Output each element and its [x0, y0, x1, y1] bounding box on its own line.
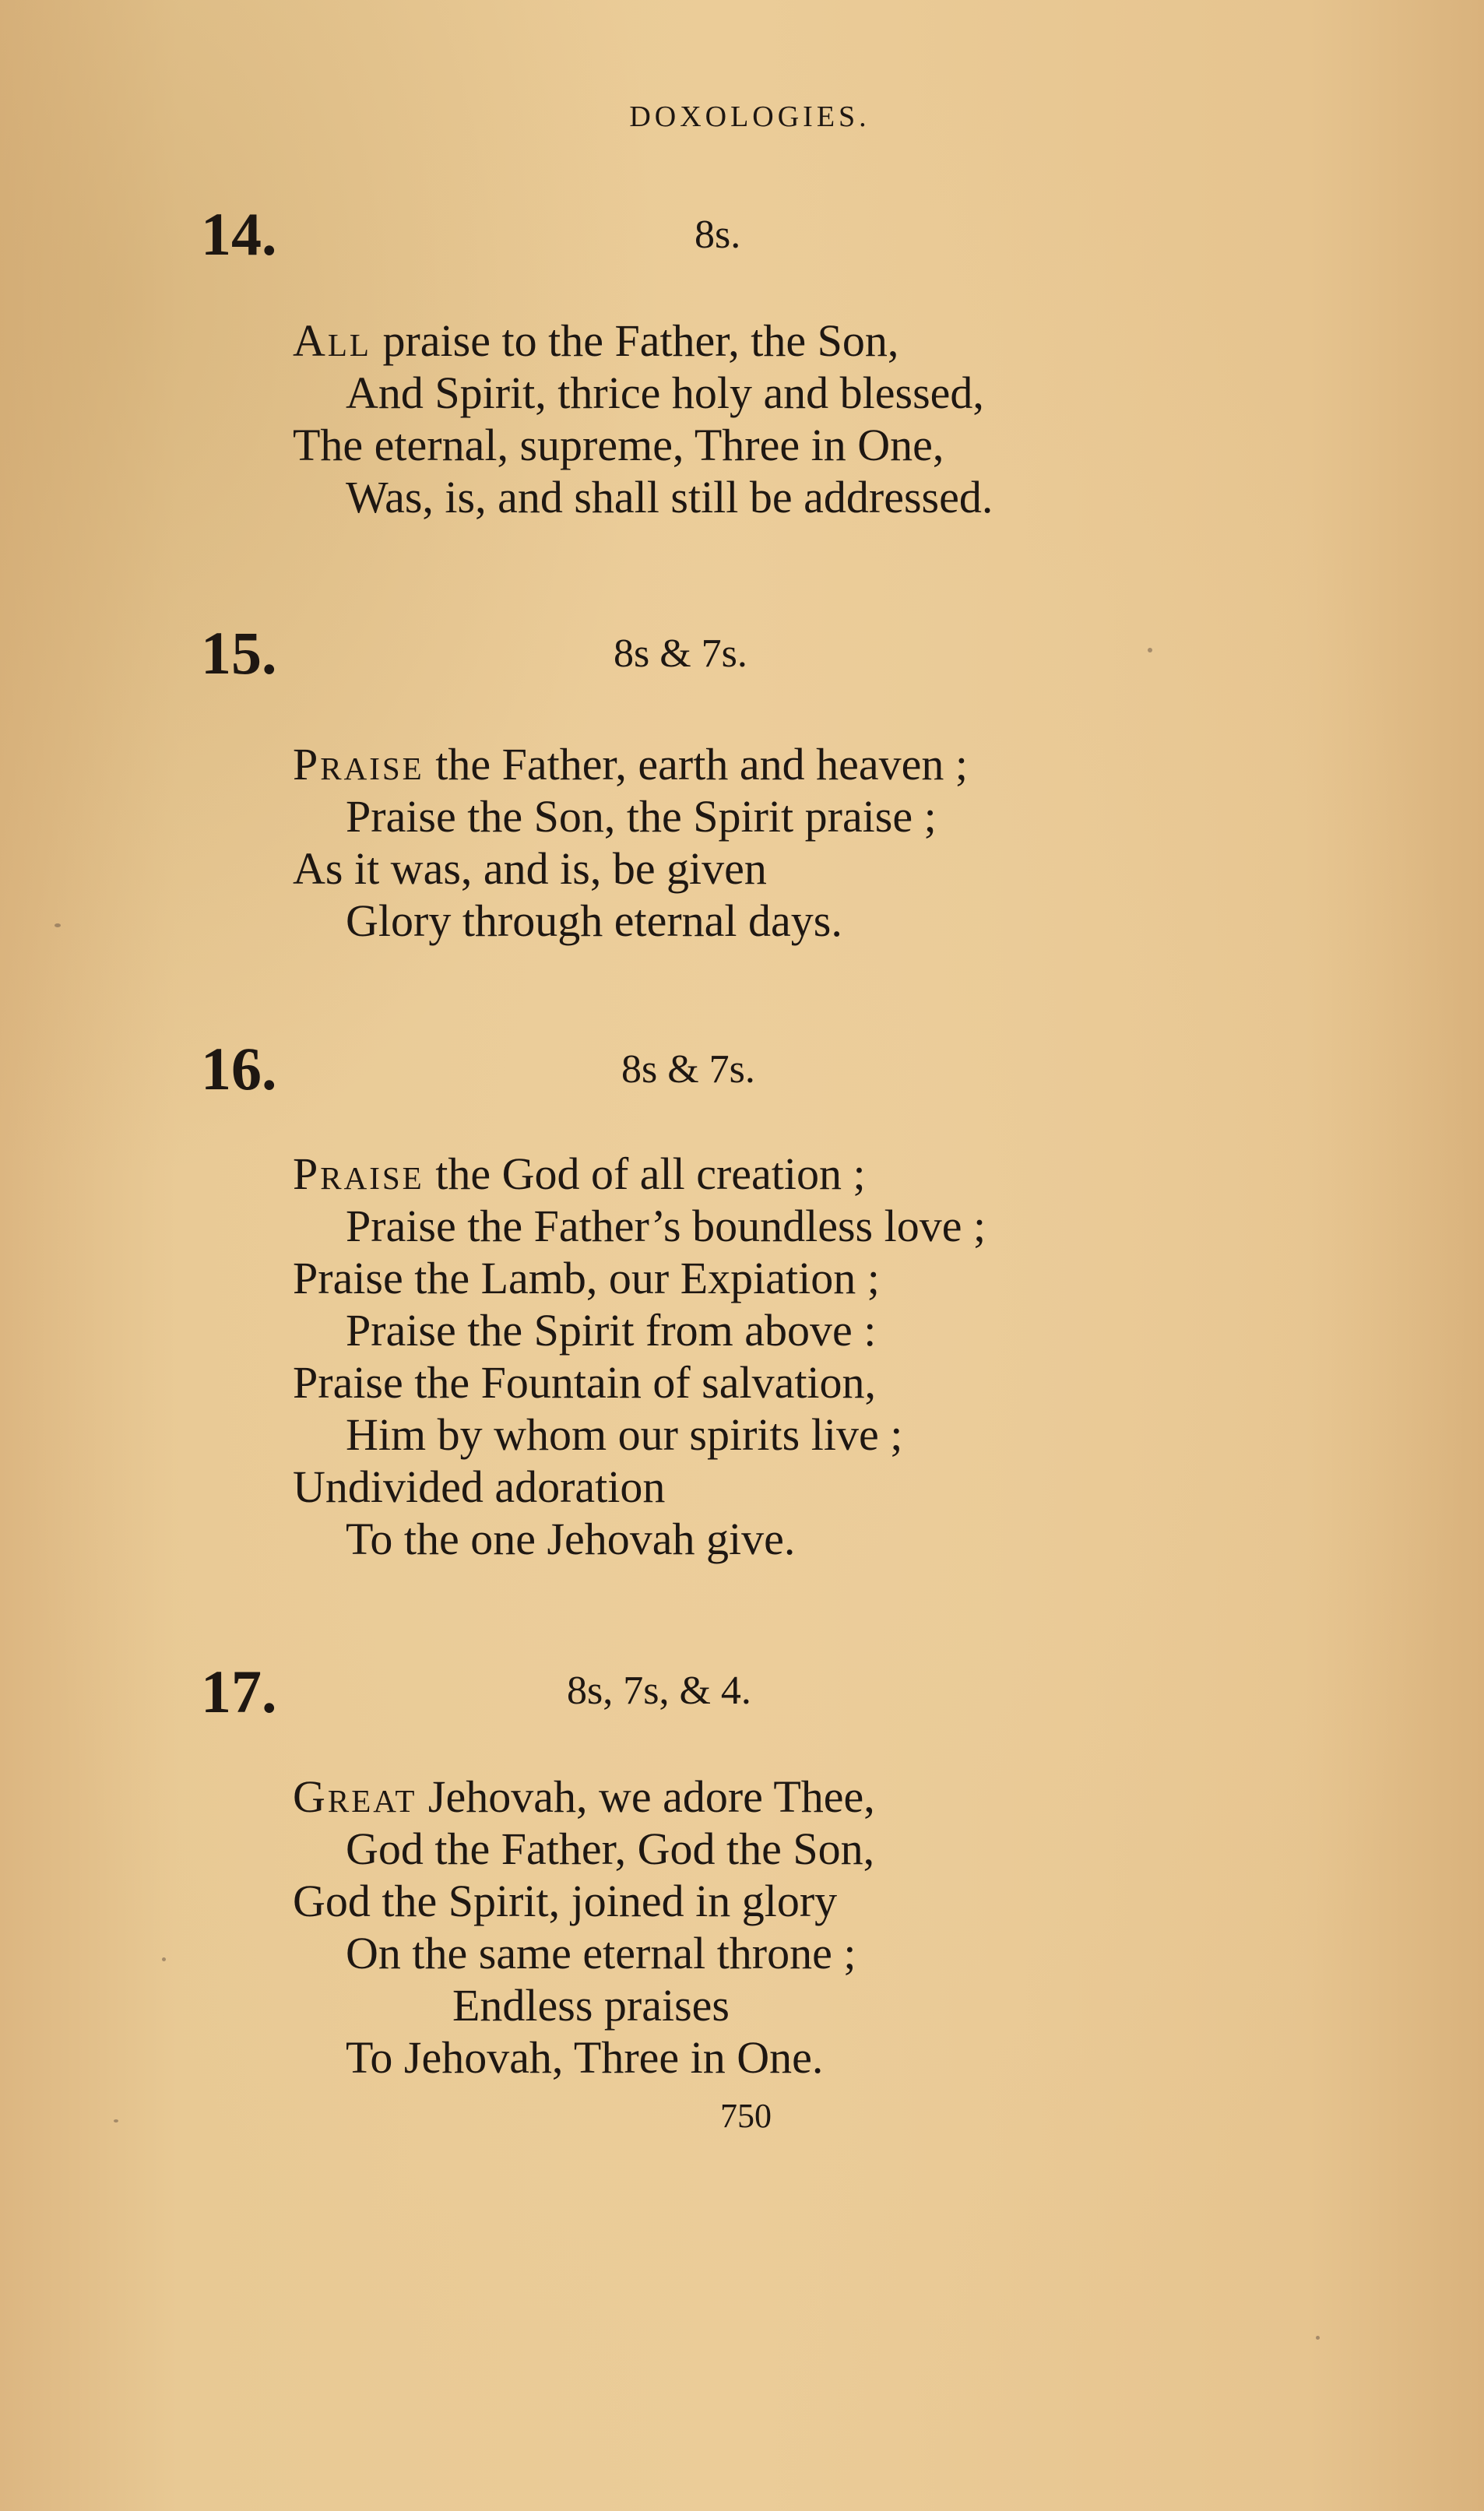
paper-speck: [1148, 648, 1152, 652]
verse-line-text: praise to the Father, the Son,: [371, 315, 899, 366]
hymn-meter: 8s & 7s.: [614, 631, 747, 676]
paper-speck: [55, 923, 61, 927]
hymn-meter: 8s & 7s.: [621, 1047, 755, 1092]
verse-line: God the Spirit, joined in glory: [293, 1876, 838, 1926]
verse-line: Endless praises: [452, 1980, 730, 2031]
paper-speck: [114, 2119, 118, 2122]
verse-line: Him by whom our spirits live ;: [346, 1409, 903, 1460]
verse-first-word: All: [293, 315, 371, 366]
paper-speck: [1316, 2336, 1320, 2340]
paper-speck: [162, 1957, 166, 1961]
page-number: 750: [720, 2097, 772, 2135]
verse-first-word: Praise: [293, 1148, 424, 1199]
hymn-verse: [293, 738, 968, 947]
verse-line: To Jehovah, Three in One.: [346, 2032, 824, 2083]
hymn-meter: 8s.: [695, 213, 741, 257]
hymn-verse: [293, 1771, 875, 2084]
verse-line: [293, 315, 993, 367]
verse-line-text: the Father, earth and heaven ;: [424, 739, 968, 790]
hymn-number: 15.: [201, 619, 277, 687]
hymn-number: 17.: [201, 1658, 277, 1725]
running-head: DOXOLOGIES.: [629, 100, 870, 133]
verse-line: God the Father, God the Son,: [346, 1823, 875, 1874]
verse-line: To the one Jehovah give.: [346, 1514, 796, 1564]
verse-line: [293, 1771, 875, 1823]
verse-line: As it was, and is, be given: [293, 843, 767, 894]
verse-line: Glory through eternal days.: [346, 895, 842, 946]
hymn-meter: 8s, 7s, & 4.: [567, 1669, 751, 1713]
verse-line: Was, is, and shall still be addressed.: [346, 472, 993, 522]
verse-line: Praise the Son, the Spirit praise ;: [346, 791, 937, 842]
verse-line: The eternal, supreme, Three in One,: [293, 420, 944, 470]
verse-line: Praise the Spirit from above :: [346, 1305, 877, 1356]
verse-line: Praise the Lamb, our Expiation ;: [293, 1253, 880, 1303]
verse-line: Undivided adoration: [293, 1461, 666, 1512]
verse-line: And Spirit, thrice holy and blessed,: [346, 368, 984, 418]
hymn-number: 14.: [201, 200, 277, 268]
verse-line: [293, 738, 968, 790]
hymn-verse: [293, 315, 993, 523]
hymn-verse: [293, 1148, 986, 1565]
verse-line-text: the God of all creation ;: [424, 1148, 866, 1199]
verse-line-text: Jehovah, we adore Thee,: [417, 1771, 875, 1822]
verse-line: Praise the Father’s boundless love ;: [346, 1201, 986, 1251]
verse-line: [293, 1148, 986, 1200]
verse-first-word: Praise: [293, 739, 424, 790]
verse-line: On the same eternal throne ;: [346, 1928, 856, 1978]
verse-line: Praise the Fountain of salvation,: [293, 1357, 877, 1408]
verse-first-word: Great: [293, 1771, 417, 1822]
hymn-number: 16.: [201, 1035, 277, 1103]
